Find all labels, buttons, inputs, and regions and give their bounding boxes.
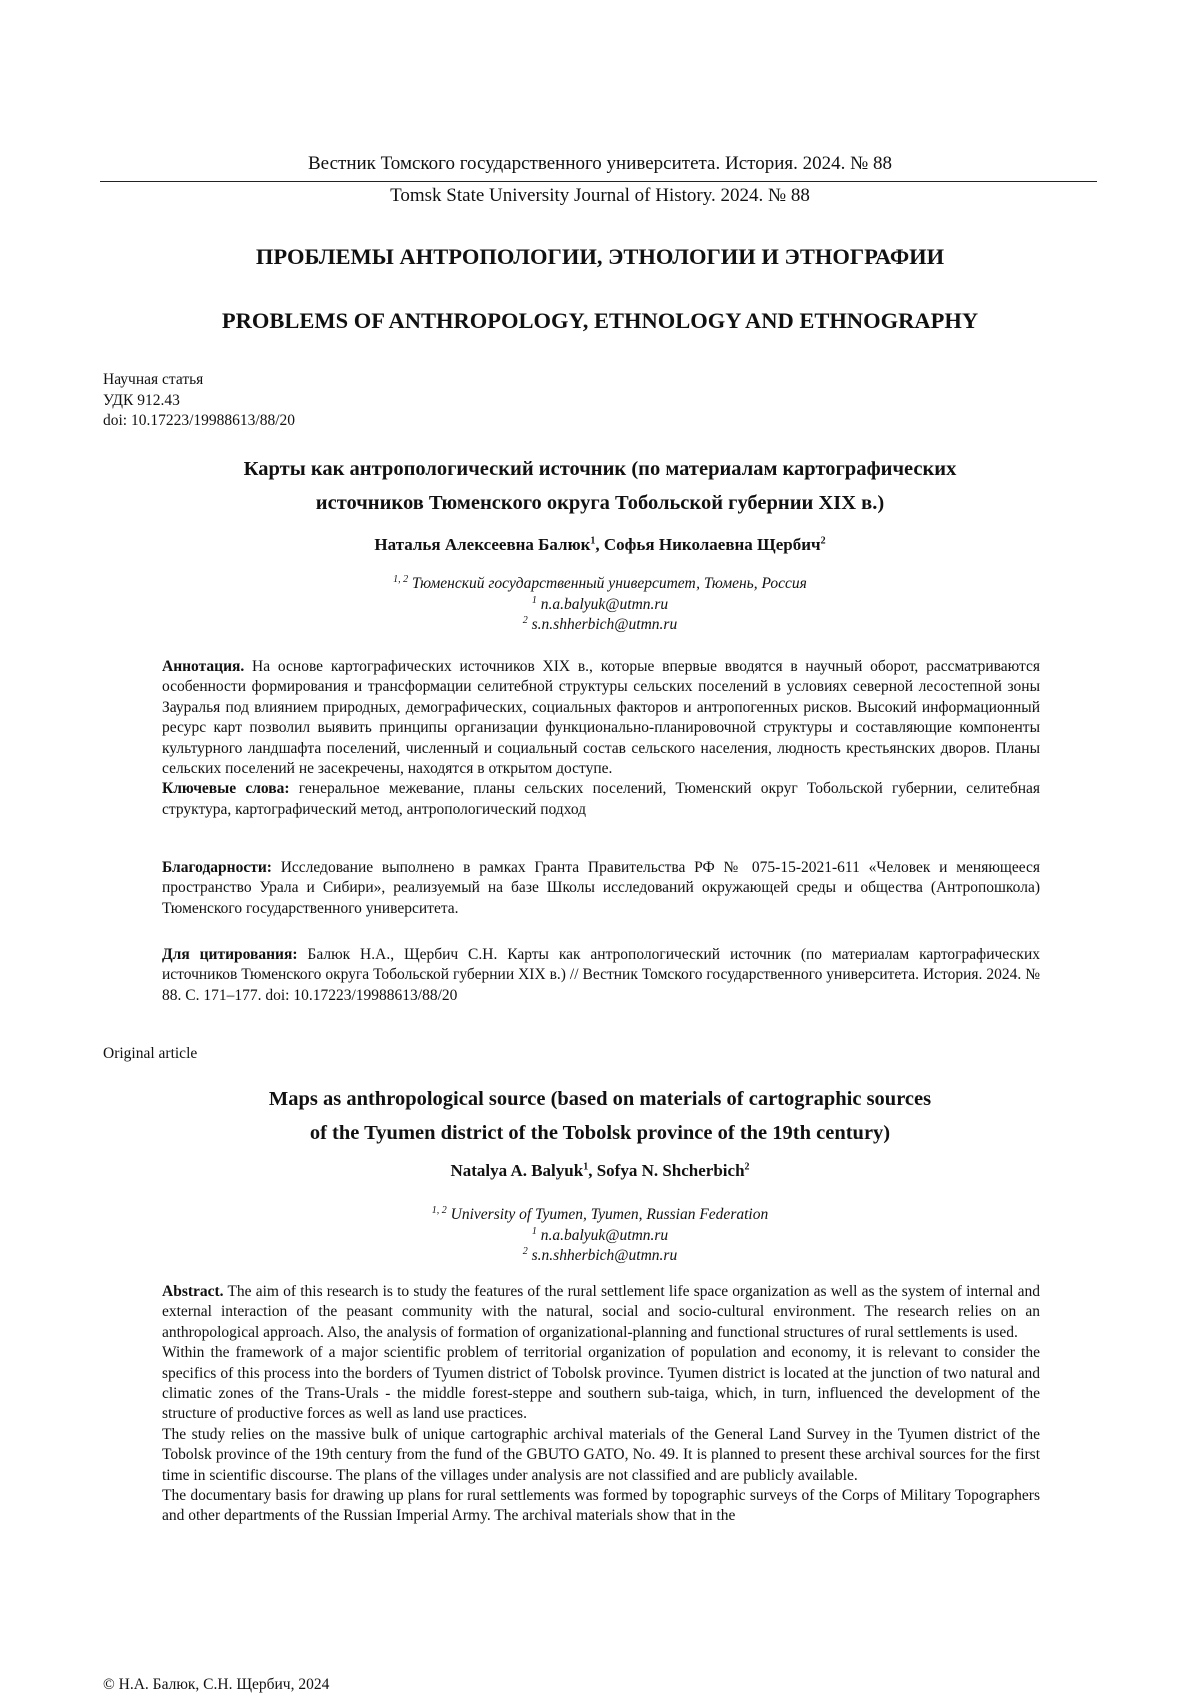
ack-text: Исследование выполнено в рамках Гранта Правительства РФ № 075-15-2021-611 «Человек и меняющееся пространство Урала и Сибири», реализуемый на базе Школы исследований окружающей среды и общества (Антропошкола) Тюменского государственного университета. (162, 859, 1040, 917)
title-line: источников Тюменского округа Тобольской губернии XIX в.) (0, 486, 1200, 520)
section-title-en: PROBLEMS OF ANTHROPOLOGY, ETHNOLOGY AND ETHNOGRAPHY (0, 308, 1200, 334)
title-line: Карты как антропологический источник (по материалам картографических (0, 452, 1200, 486)
abstract-ru (162, 657, 1040, 820)
email-link[interactable]: n.a.balyuk@utmn.ru (537, 596, 668, 613)
affiliations-ru (0, 574, 1200, 636)
author-sup: 1 (590, 535, 595, 546)
aff-sup: 1, 2 (393, 574, 408, 585)
cite-text: Балюк Н.А., Щербич С.Н. Карты как антропологический источник (по материалам картографических источников Тюменского округа Тобольской губернии XIX в.) // Вестник Томского государственного университета. История. 2024. № 88. С. 171–177. doi: 10.17223/19988613/88/20 (162, 946, 1040, 1004)
abstract-text: На основе картографических источников XIX в., которые впервые вводятся в научный оборот, рассматриваются особенности формирования и трансформации селитебной структуры сельских поселений в условиях северной лесостепной зоны Зауралья под влиянием природных, демографических, социальных факторов и антропогенных рисков. Высокий информационный ресурс карт позволил выявить принципы организации функционально-планировочной структуры и составляющие компоненты культурного ландшафта поселений, численный и социальный состав сельского населения, людность крестьянских дворов. Планы сельских поселений не засекречены, находятся в открытом доступе. (162, 658, 1040, 777)
author-name: Софья Николаевна Щербич (604, 535, 821, 554)
email-link[interactable]: s.n.shherbich@utmn.ru (528, 1247, 677, 1264)
email-link[interactable]: s.n.shherbich@utmn.ru (528, 616, 677, 633)
citation (162, 945, 1040, 1006)
email-sup: 1 (532, 1225, 537, 1236)
affiliation: Тюменский государственный университет, Тюмень, Россия (408, 575, 807, 592)
abstract-text: The study relies on the massive bulk of unique cartographic archival materials of the General Land Survey in the Tyumen district of the Tobolsk province of the 19th century from the fund of the GBUTO GATO, No. 49. It is planned to present these archival sources for the first time in scientific discourse. The plans of the villages under analysis are not classified and are publicly available. (162, 1425, 1040, 1486)
keywords-text: генеральное межевание, планы сельских поселений, Тюменский округ Тобольской губернии, селитебная структура, картографический метод, антропологический подход (162, 780, 1040, 817)
email-sup: 2 (523, 1246, 528, 1257)
article-title-en (0, 1082, 1200, 1150)
author-name: Наталья Алексеевна Балюк (374, 535, 590, 554)
email-sup: 1 (532, 594, 537, 605)
abstract-label: Аннотация. (162, 658, 244, 675)
abstract-text: The documentary basis for drawing up plans for rural settlements was formed by topographic surveys of the Corps of Military Topographers and other departments of the Russian Imperial Army. The archival materials show that in the (162, 1486, 1040, 1527)
abstract-en (162, 1282, 1040, 1527)
ack-label: Благодарности: (162, 859, 272, 876)
authors-en (0, 1161, 1200, 1181)
aff-sup: 1, 2 (432, 1205, 447, 1216)
email-sup: 2 (523, 615, 528, 626)
abstract-label: Abstract. (162, 1283, 224, 1300)
article-type: Научная статья (103, 370, 295, 391)
author-sup: 1 (583, 1161, 588, 1172)
author-name: Sofya N. Shcherbich (597, 1161, 745, 1180)
author-sup: 2 (821, 535, 826, 546)
acknowledgements (162, 858, 1040, 919)
authors-ru (0, 535, 1200, 555)
title-line: of the Tyumen district of the Tobolsk province of the 19th century) (0, 1116, 1200, 1150)
separator: , (595, 535, 604, 554)
title-line: Maps as anthropological source (based on materials of cartographic sources (0, 1082, 1200, 1116)
author-sup: 2 (745, 1161, 750, 1172)
abstract-text: Within the framework of a major scientific problem of territorial organization of population and economy, it is relevant to consider the specifics of this process into the borders of Tyumen district of Tobolsk province. Tyumen district is located at the junction of two natural and climatic zones of the Trans-Urals - the middle forest-steppe and southern sub-taiga, which, in turn, influenced the development of the structure of productive forces as well as land use practices. (162, 1343, 1040, 1425)
article-type-en: Original article (103, 1044, 197, 1065)
copyright: © Н.А. Балюк, С.Н. Щербич, 2024 (103, 1676, 329, 1694)
email-link[interactable]: n.a.balyuk@utmn.ru (537, 1227, 668, 1244)
doi: doi: 10.17223/19988613/88/20 (103, 411, 295, 432)
cite-label: Для цитирования: (162, 946, 298, 963)
section-title-ru: ПРОБЛЕМЫ АНТРОПОЛОГИИ, ЭТНОЛОГИИ И ЭТНОГРАФИИ (0, 244, 1200, 270)
affiliation: University of Tyumen, Tyumen, Russian Federation (447, 1206, 768, 1223)
article-title-ru (0, 452, 1200, 520)
abstract-text: The aim of this research is to study the features of the rural settlement life space organization as well as the system of internal and external interaction of the peasant community with the natural, social and socio-cultural environment. The research relies on an anthropological approach. Also, the analysis of formation of organizational-planning and functional structures of rural settlements is used. (162, 1283, 1040, 1341)
udk: УДК 912.43 (103, 391, 295, 412)
keywords-label: Ключевые слова: (162, 780, 290, 797)
separator: , (588, 1161, 597, 1180)
author-name: Natalya A. Balyuk (450, 1161, 583, 1180)
journal-header-en: Tomsk State University Journal of History. 2024. № 88 (0, 185, 1200, 207)
journal-header-ru: Вестник Томского государственного университета. История. 2024. № 88 (0, 153, 1200, 175)
affiliations-en (0, 1205, 1200, 1267)
header-rule (100, 181, 1097, 182)
article-meta (103, 370, 295, 432)
